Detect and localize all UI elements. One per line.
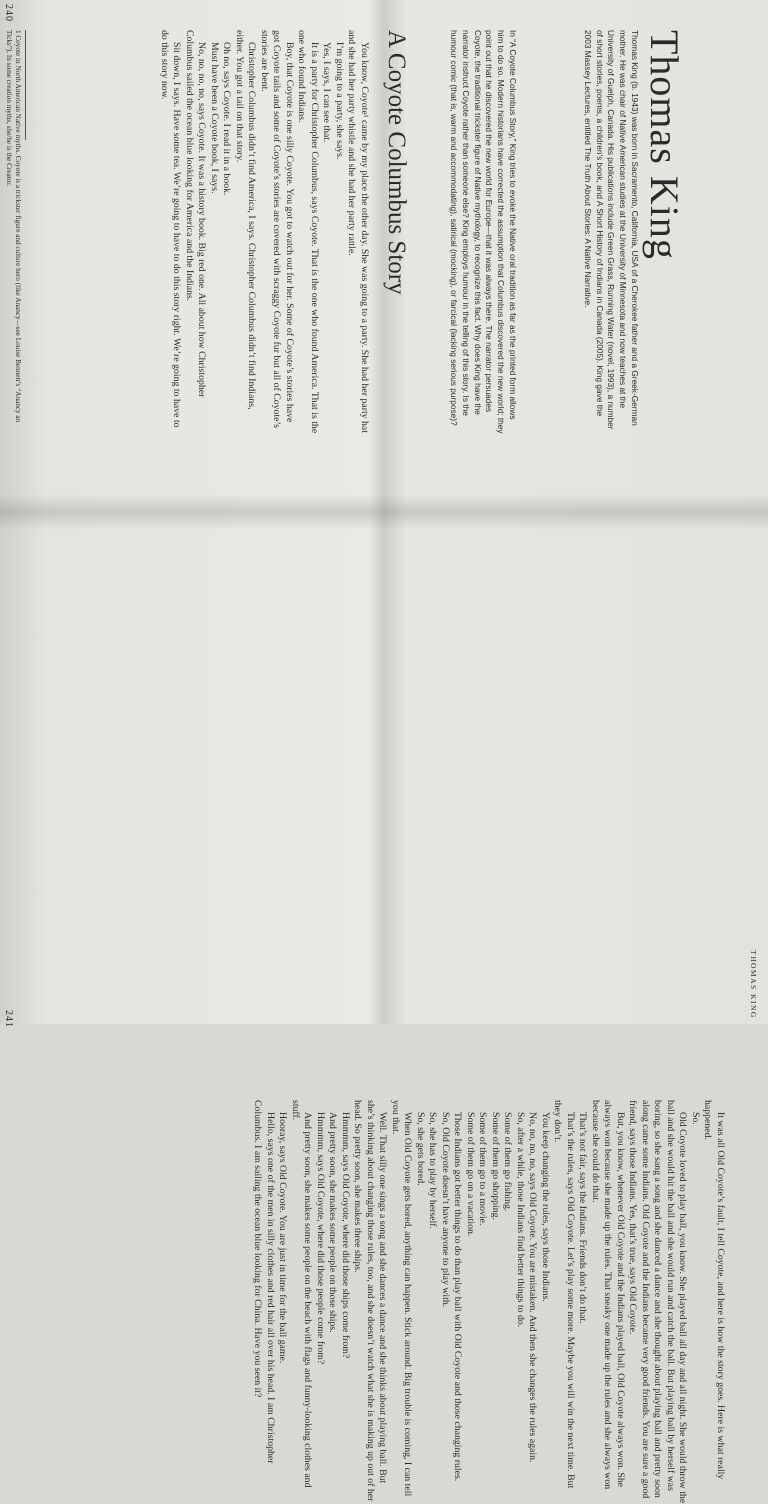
story-paragraph: You know, Coyote¹ came by my place the other day. She was going to a party. She had her party hat and she had her party whistle and she had her party rattle. (346, 30, 370, 434)
story-paragraph: Christopher Columbus didn’t find America, I says. Christopher Columbus didn’t find Indians, either. You got a tail on that story. (234, 30, 258, 410)
story-paragraph: Some of them go on a vacation. (465, 1112, 476, 1237)
story-paragraph: That’s the rules, says Old Coyote. Let’s play some more. Maybe you will win the next time. But they don’t. (552, 1100, 576, 1489)
story-paragraph: You keep changing the rules, says those Indians. (540, 1112, 551, 1302)
story-paragraph: No, no, no, no, says Old Coyote. You are mistaken. And then she changes the rules again. (527, 1112, 539, 1463)
left-page (0, 0, 768, 512)
story-paragraph: Old Coyote loved to play ball, you know. She played ball all day and all night. She would throw the ball and she would hit the ball and she would run and catch the ball. But playing ball by herself was boring, so she sang a song and she danced a dance and she thought about playing ball and pretty soon along came some Indians. Old Coyote and the Indians became very good friends. You are sure a good friend, says those Indians. Yes, that’s true, says Old Coyote. (627, 1100, 689, 1504)
story-paragraph: And pretty soon, she makes some people on those ships. (327, 1112, 339, 1333)
story-paragraph: It was all Old Coyote’s fault, I tell Coyote, and here is how the story goes. Here is what really happened. (702, 1100, 726, 1480)
story-paragraph: Those Indians got better things to do than play ball with Old Coyote and those changing rules. (452, 1112, 464, 1482)
story-paragraph: And pretty soon, she makes some people on the beach with flags and funny-looking clothes and stuff. (290, 1100, 314, 1488)
story-paragraph: So, she gets bored. (415, 1112, 426, 1186)
story-paragraph: So, after a while, those Indians find better things to do. (515, 1112, 526, 1328)
story-text-right (251, 1100, 726, 1504)
story-paragraph: Hooray, says Old Coyote. You are just in time for the ball game. (277, 1112, 289, 1364)
story-paragraph: Hmmmm, says Old Coyote, where did those ships come from? (340, 1112, 351, 1359)
story-paragraph: So, Old Coyote doesn’t have anyone to play with. (440, 1112, 451, 1308)
story-paragraph: When Old Coyote gets bored, anything can happen. Stick around. Big trouble is coming, I can tell you that. (390, 1100, 414, 1497)
page-number-right: 241 (3, 1010, 14, 1028)
story-paragraph: Oh no, says Coyote. I read it in a book. (221, 42, 233, 196)
story-paragraph: Well. That silly one sings a song and she dances a dance and she thinks about playing ball. But she’s thinking about changing those rules, too, and she doesn’t watch what she is making up out of her head. So pretty soon, she makes three ships. (352, 1100, 389, 1502)
story-paragraph: Some of them go shopping. (490, 1112, 501, 1221)
story-paragraph: Must have been a Coyote book, I says. (209, 42, 220, 194)
story-paragraph: Hello, says one of the men in silly clothes and red hair all over his head. I am Christopher Columbus. I am sailing the ocean blue looking for China. Have you seen it? (252, 1100, 276, 1464)
story-paragraph: I’m going to a party, she says. (334, 42, 345, 160)
story-paragraph: Hmmmm, says Old Coyote, where did those people come from? (315, 1112, 326, 1365)
story-paragraph: It is a party for Christopher Columbus, says Coyote. That is the one who found America. That is the one who found Indians. (296, 30, 320, 434)
story-paragraph: That’s not fair, says the Indians. Friends don’t do that. (577, 1112, 589, 1324)
story-paragraph: So, she has to play by herself. (427, 1112, 439, 1229)
running-head: THOMAS KING (749, 950, 758, 1019)
story-paragraph: No, no, no, no, says Coyote. It was a history book. Big red one. All about how Christopher Columbus sailed the ocean blue looking for America and the Indians. (184, 30, 208, 398)
story-paragraph: Some of them go fishing. (502, 1112, 514, 1212)
story-introduction: In “A Coyote Columbus Story,” King tries to evoke the Native oral tradition as far as the printed form allows him to do so. Modern historians have corrected the assumption that Columbus discovered the new world; they point out that he discovered the new world for Europe—that it was always there. The narrator persuades Coyote, the traditional trickster figure of Native mythology, to recognize this fact. Why does King have the narrator instruct Coyote rather than someone else? King employs humour in the telling of this story. Is the humour comic (that is, warm and accommodating), satirical (mocking), or farcical (lacking serious purpose)? (449, 30, 518, 434)
footnote: 1 Coyote in North American Native myths. Coyote is a trickster figure and culture hero (like Anancy—see Louise Bennett’s “Anancy an Ticks”). In some creation myths, she/he is the Creator. (5, 30, 22, 423)
story-title: A Coyote Columbus Story (383, 30, 410, 295)
story-paragraph: Some of them go to a movie. (477, 1112, 489, 1226)
story-paragraph: So. (690, 1112, 701, 1125)
author-heading: Thomas King (642, 30, 687, 260)
story-paragraph: Sit down, I says. Have some tea. We’re going to have to do this story right. We’re going to have to do this story now. (159, 30, 183, 428)
page-number-left: 240 (3, 4, 14, 22)
story-paragraph: Yes, I says, I can see that. (321, 42, 333, 143)
footnote-divider (25, 30, 26, 140)
story-paragraph: But, you know, whenever Old Coyote and the Indians played ball, Old Coyote always won. She always won because she made up the rules. That sneaky one made up the rules and she always won because she could do that. (590, 1100, 626, 1490)
story-paragraph: Boy, that Coyote is one silly Coyote. You got to watch out for her. Some of Coyote’s stories have got Coyote tails and some of Coyote’s stories are covered with scraggy Coyote fur but all of Coyote’s stories are bent. (259, 30, 295, 429)
right-page (0, 512, 768, 1504)
story-text-left (158, 30, 371, 435)
author-bio: Thomas King (b. 1943) was born in Sacramento, California, USA of a Cherokee father and a Greek-German mother. He was chair of Native American studies at the University of Minnesota and now teaches at the University of Guelph, Canada. His publications include Green Grass, Running Water (novel, 1993), a number of short stories, poems, a children's book, and A Short History of Indians in Canada (2005). King gave the 2003 Massey Lectures, entitled The Truth About Stories: A Native Narrative. (582, 30, 640, 430)
book-spine-shadow (0, 494, 768, 530)
